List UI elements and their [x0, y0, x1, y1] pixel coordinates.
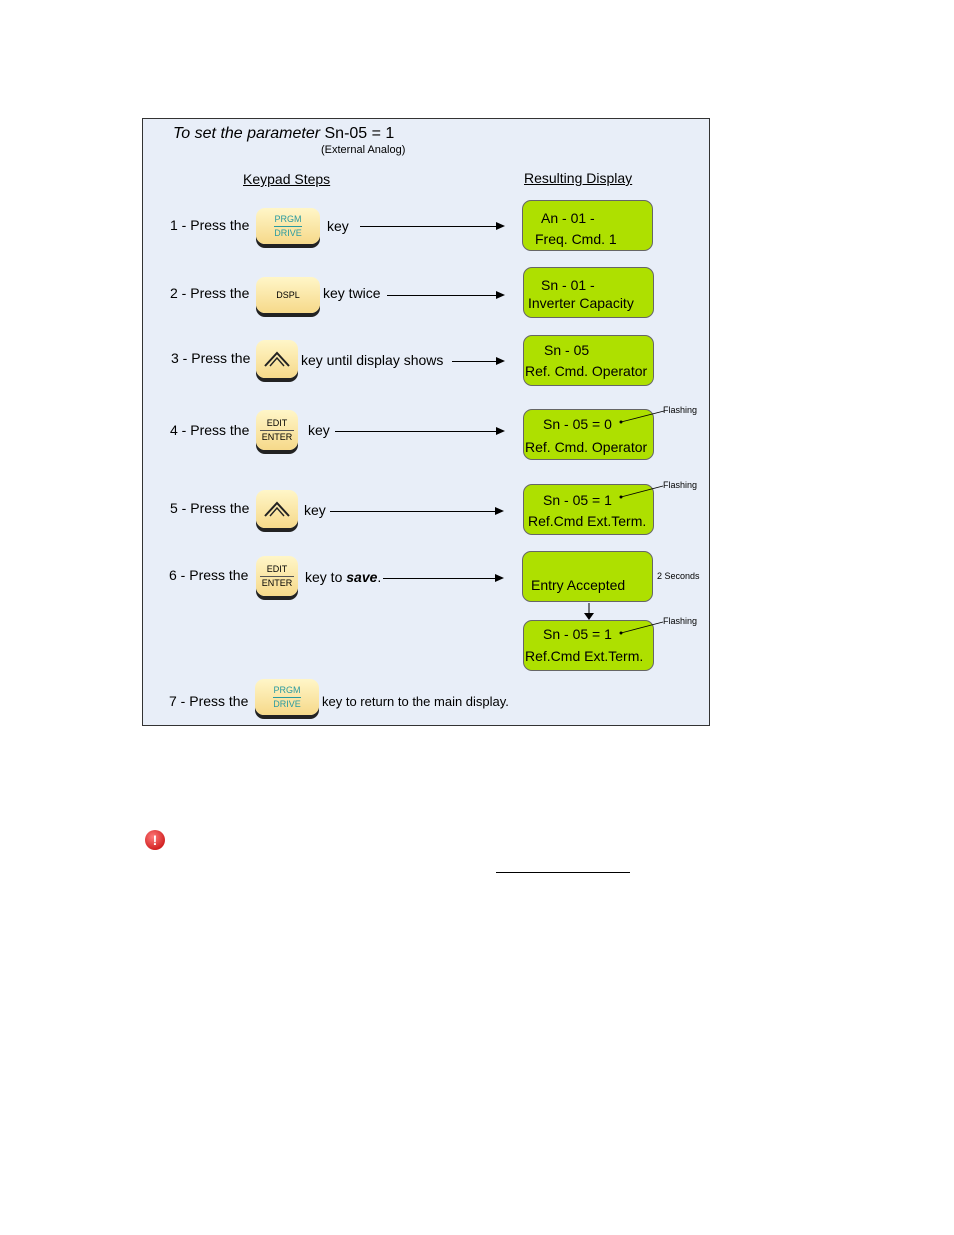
display-line2: Ref.Cmd Ext.Term.: [525, 648, 644, 664]
step-3-label: 3 - Press the: [171, 350, 251, 366]
step-2-label: 2 - Press the: [170, 285, 250, 301]
step-5-suffix: key: [304, 502, 326, 518]
display-line1: Sn - 05 = 1: [543, 492, 612, 508]
key-top-label: EDIT: [266, 417, 288, 428]
suffix-save: save: [346, 569, 378, 585]
step-3-suffix: key until display shows: [301, 352, 444, 368]
key-top-label: EDIT: [266, 563, 288, 574]
procedure-diagram: [142, 118, 710, 726]
note-pointers: [143, 119, 711, 727]
display-line2: Inverter Capacity: [528, 295, 634, 311]
underline-rule: [496, 872, 630, 873]
flashing-note: Flashing: [663, 480, 698, 490]
display-line1: Sn - 05 = 1: [543, 626, 612, 642]
display-line1: Entry Accepted: [531, 577, 626, 593]
flashing-note: Flashing: [663, 616, 698, 626]
step-5-label: 5 - Press the: [170, 500, 250, 516]
step-6-label: 6 - Press the: [169, 567, 249, 583]
title-italic: To set the parameter: [173, 125, 321, 142]
display-line1: Sn - 01 -: [541, 277, 595, 293]
flashing-note: Flashing: [663, 405, 698, 415]
step-4-suffix: key: [308, 422, 330, 438]
display-line1: Sn - 05 = 0: [543, 416, 612, 432]
keypad-steps-heading: Keypad Steps: [243, 171, 331, 187]
display-line1: Sn - 05: [544, 342, 590, 358]
key-bottom-label: DRIVE: [274, 227, 302, 238]
display-line2: Ref. Cmd. Operator: [525, 363, 648, 379]
step-1-label: 1 - Press the: [170, 217, 250, 233]
key-bottom-label: ENTER: [261, 431, 293, 442]
display-line2: Freq. Cmd. 1: [535, 231, 617, 247]
suffix-post: .: [377, 569, 382, 585]
step-4-label: 4 - Press the: [170, 422, 250, 438]
display-line1: An - 01 -: [541, 210, 595, 226]
step-2-suffix: key twice: [323, 285, 381, 301]
display-line2: Ref. Cmd. Operator: [525, 439, 648, 455]
step-1-suffix: key: [327, 218, 349, 234]
seconds-note: 2 Seconds: [657, 571, 700, 581]
suffix-pre: key to: [305, 569, 347, 585]
key-label: DSPL: [276, 290, 300, 300]
display-line2: Ref.Cmd Ext.Term.: [528, 513, 647, 529]
key-bottom-label: DRIVE: [273, 698, 301, 709]
key-bottom-label: ENTER: [261, 577, 293, 588]
step-7-suffix: key to return to the main display.: [322, 694, 509, 709]
key-top-label: PRGM: [273, 684, 301, 695]
key-top-label: PRGM: [274, 213, 302, 224]
exclamation-icon: !: [145, 830, 165, 850]
title-param: Sn-05 = 1: [324, 125, 395, 142]
resulting-display-heading: Resulting Display: [524, 170, 633, 186]
step-7-label: 7 - Press the: [169, 693, 249, 709]
diagram-subtitle: (External Analog): [321, 144, 406, 156]
